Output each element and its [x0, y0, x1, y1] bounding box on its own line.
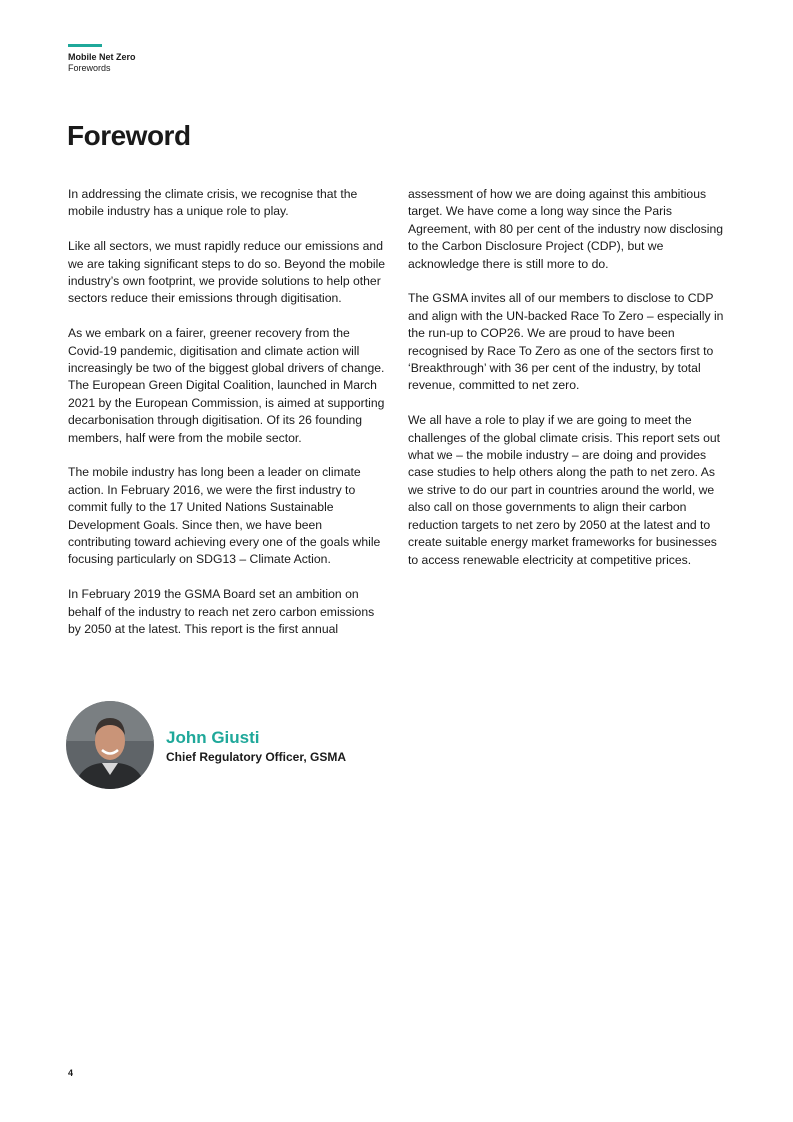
running-header-section: Forewords — [68, 63, 111, 73]
running-header-title: Mobile Net Zero — [68, 52, 136, 62]
left-text-column — [68, 186, 386, 656]
paragraph: As we embark on a fairer, greener recovery from the Covid-19 pandemic, digitisation and climate action will increasingly be two of the biggest global drivers of change. The European Green Digital Coalition, launched in March 2021 by the European Commission, is aimed at supporting decarbonisation through digitisation. Of its 26 founding members, half were from the mobile sector. — [68, 326, 385, 445]
paragraph: assessment of how we are doing against this ambitious target. We have come a long way since the Paris Agreement, with 80 per cent of the industry now disclosing to the Carbon Disclosure Project (CDP), but we acknowledge there is still more to do. — [408, 187, 724, 271]
page-title: Foreword — [67, 120, 191, 151]
paragraph: In February 2019 the GSMA Board set an ambition on behalf of the industry to reach net zero carbon emissions by 2050 at the latest. This report is the first annual — [68, 587, 375, 637]
page-number: 4 — [68, 1068, 74, 1078]
avatar — [66, 701, 154, 789]
paragraph: We all have a role to play if we are going to meet the challenges of the global climate crisis. This report sets out what we – the mobile industry – are doing and provides case studies to help others along the path to net zero. As we strive to do our part in countries around the world, we also call on those governments to align their carbon reduction targets to net zero by 2050 at the latest and to create suitable energy market frameworks for businesses to access renewable electricity at competitive prices. — [408, 413, 721, 567]
paragraph: The mobile industry has long been a leader on climate action. In February 2016, we were the first industry to commit fully to the 17 United Nations Sustainable Development Goals. Since then, we have been contributing toward achieving every one of the goals while focusing particularly on SDG13 – Climate Action. — [68, 465, 381, 567]
portrait-photo — [66, 701, 154, 789]
paragraph: Like all sectors, we must rapidly reduce our emissions and we are taking significant steps to do so. Beyond the mobile industry’s own footprint, we provide solutions to help other sectors reduce their emissions through digitisation. — [68, 239, 386, 306]
right-text-column — [408, 186, 726, 586]
signatory-name: John Giusti — [166, 728, 260, 747]
signatory-role: Chief Regulatory Officer, GSMA — [166, 750, 347, 764]
paragraph: In addressing the climate crisis, we recognise that the mobile industry has a unique role to play. — [68, 187, 358, 219]
paragraph: The GSMA invites all of our members to disclose to CDP and align with the UN-backed Race To Zero – especially in the run-up to COP26. We are proud to have been recognised by Race To Zero as one of the sectors first to ‘Breakthrough’ with 36 per cent of the industry, by total revenue, committed to net zero. — [408, 291, 724, 393]
header-accent-bar — [68, 44, 102, 47]
